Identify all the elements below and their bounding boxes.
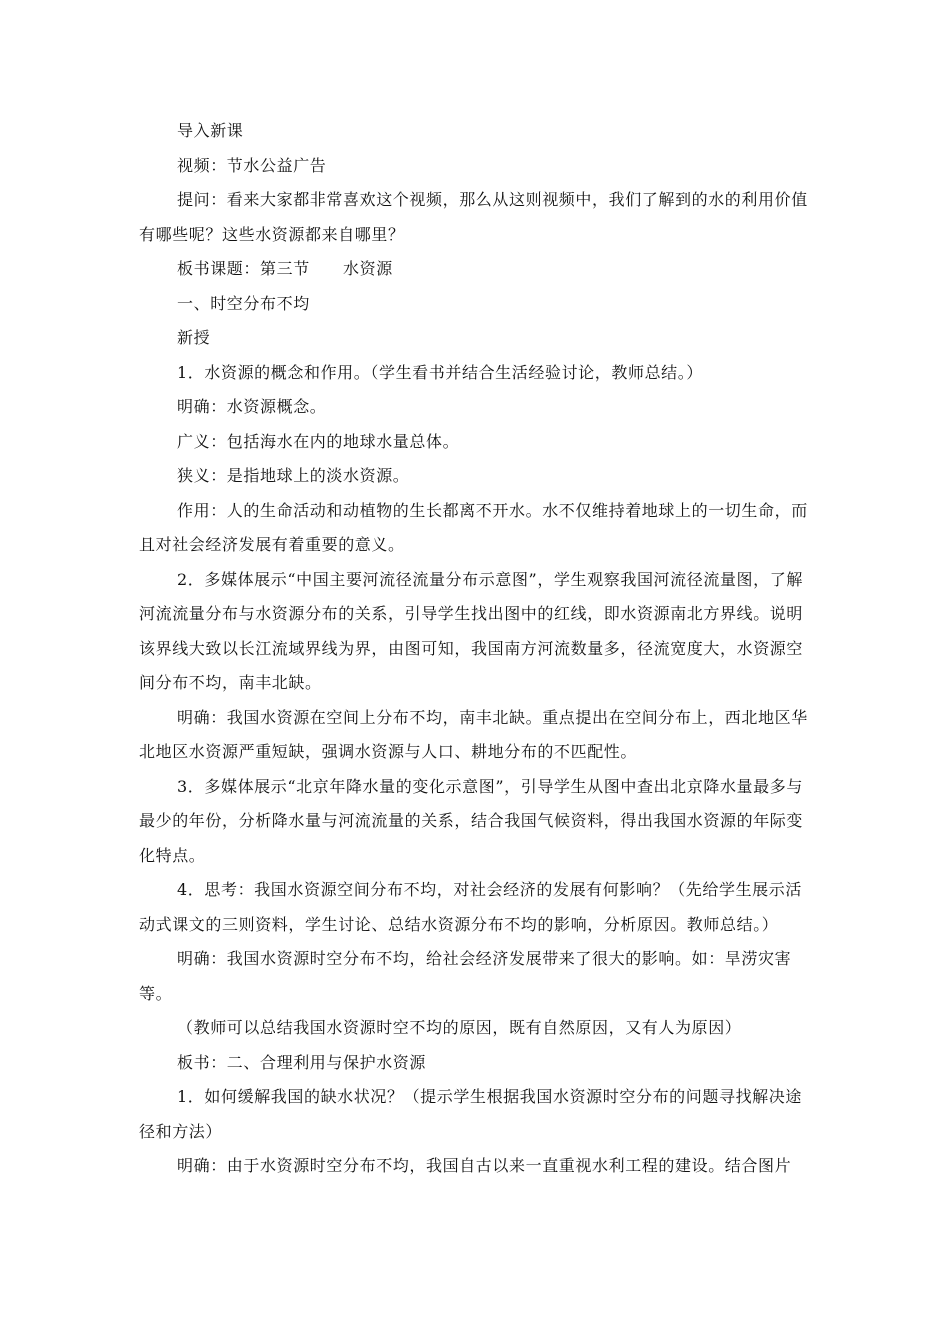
document-body: [139, 114, 809, 1184]
paragraph-item-1: 1．水资源的概念和作用。（学生看书并结合生活经验讨论，教师总结。）: [177, 362, 703, 382]
paragraph-item-4: 4．思考：我国水资源空间分布不均，对社会经济的发展有何影响？（先给学生展示活动式课文的三则资料，学生讨论、总结水资源分布不均的影响，分析原因。教师总结。）: [139, 880, 802, 934]
paragraph-clarify-impact: 明确：我国水资源时空分布不均，给社会经济发展带来了很大的影响。如：旱涝灾害等。: [139, 949, 792, 1003]
paragraph-section-two: 板书：二、合理利用与保护水资源: [177, 1052, 427, 1072]
paragraph-question: 提问：看来大家都非常喜欢这个视频，那么从这则视频中，我们了解到的水的利用价值有哪些呢？这些水资源都来自哪里？: [139, 190, 808, 244]
paragraph-item-2: 2．多媒体展示“中国主要河流径流量分布示意图”，学生观察我国河流径流量图，了解河流流量分布与水资源分布的关系，引导学生找出图中的红线，即水资源南北方界线。说明该界线大致以长江流域界线为界，由图可知，我国南方河流数量多，径流宽度大，水资源空间分布不均，南丰北缺。: [139, 569, 804, 692]
paragraph-teacher-note: （教师可以总结我国水资源时空不均的原因，既有自然原因，又有人为原因）: [177, 1018, 742, 1037]
paragraph-clarify-spatial: 明确：我国水资源在空间上分布不均，南丰北缺。重点提出在空间分布上，西北地区华北地区水资源严重短缺，强调水资源与人口、耕地分布的不匹配性。: [139, 707, 808, 761]
paragraph-new-teaching: 新授: [177, 328, 211, 347]
paragraph-lesson-title: 板书课题：第三节 水资源: [177, 259, 393, 278]
paragraph-narrow-sense: 狭义：是指地球上的淡水资源。: [177, 466, 410, 485]
paragraph-intro-heading: 导入新课: [177, 121, 244, 140]
paragraph-clarify-engineering: 明确：由于水资源时空分布不均，我国自古以来一直重视水利工程的建设。结合图片: [177, 1156, 792, 1175]
paragraph-section-one: 一、时空分布不均: [177, 293, 310, 313]
paragraph-item-3: 3．多媒体展示“北京年降水量的变化示意图”，引导学生从图中查出北京降水量最多与最少的年份，分析降水量与河流流量的关系，结合我国气候资料，得出我国水资源的年际变化特点。: [139, 776, 804, 865]
paragraph-function: 作用：人的生命活动和动植物的生长都离不开水。水不仅维持着地球上的一切生命，而且对社会经济发展有着重要的意义。: [139, 500, 808, 554]
paragraph-concept: 明确：水资源概念。: [177, 397, 327, 416]
paragraph-relief-question: 1．如何缓解我国的缺水状况？（提示学生根据我国水资源时空分布的问题寻找解决途径和方法）: [139, 1087, 802, 1141]
paragraph-broad-sense: 广义：包括海水在内的地球水量总体。: [177, 431, 460, 451]
paragraph-video: 视频：节水公益广告: [177, 155, 327, 175]
